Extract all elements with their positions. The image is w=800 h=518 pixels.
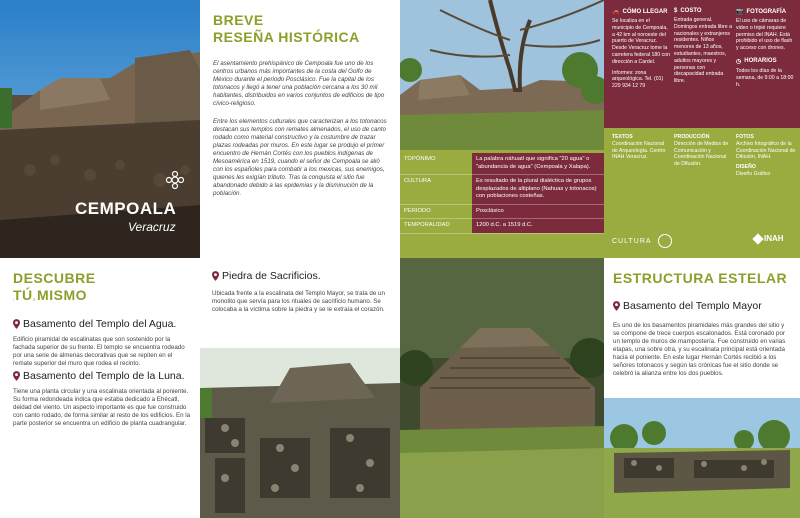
- location-title: CÓMO LLEGAR: [622, 8, 668, 15]
- ruins-photo: [200, 348, 400, 518]
- discover-item-1-title: [13, 318, 176, 330]
- info-value: 1200 d.C. a 1519 d.C.: [472, 219, 604, 234]
- photo-title: FOTOGRAFÍA: [746, 8, 787, 15]
- location-pin-icon: [13, 371, 20, 381]
- credit-text: Coordinación Nacional de Arqueología. Centro INAH Veracruz.: [612, 140, 666, 161]
- visitor-panel: [604, 0, 800, 128]
- discover-item-1-label: Basamento del Templo del Agua.: [23, 318, 177, 330]
- credit-title: PRODUCCIÓN: [674, 134, 710, 140]
- cost-text: Entrada general. Domingos entrada libre a nacionales y extranjeros residentes. Niños menores de 13 años, estudiantes, maestros, adultos mayores y personas con discapacidad entrada libre.: [674, 17, 732, 85]
- cover-subtitle: Veracruz: [128, 220, 176, 234]
- info-row-cultura: [400, 175, 604, 205]
- credit-text: Archivo fotográfico de la Coordinación Nacional de Difusión, INAH.: [736, 140, 796, 161]
- dollar-icon: $: [674, 8, 678, 14]
- photo-text: El uso de cámaras de video o tripié requiere permiso del INAH. Está prohibido el uso de flash y acceso con drones.: [736, 18, 793, 52]
- cost-block: [674, 8, 732, 85]
- credits-produccion: [674, 134, 732, 168]
- history-heading-line1: BREVE: [213, 12, 264, 28]
- discover-item-2-label: Basamento del Templo de la Luna.: [23, 370, 185, 382]
- location-text: Se localiza en el municipio de Cempoala, a 42 km al noroeste del puerto de Veracruz. Desde Veracruz tome la carretera federal 180 con dirección a Cardel.: [612, 18, 670, 65]
- plaza-photo: [604, 398, 800, 518]
- info-value: Es resultado de la plural dialéctica de grupos desplazados de altiplano (Nahuas y totonacos) con poblaciones costeñas.: [472, 175, 604, 205]
- credit-title: TEXTOS: [612, 134, 633, 140]
- info-label: CULTURA: [400, 175, 472, 205]
- cover-title: CEMPOALA: [75, 199, 177, 218]
- clock-icon: ◷: [736, 58, 742, 65]
- car-icon: 🚗: [612, 9, 620, 15]
- info-row-toponimo: [400, 153, 604, 175]
- discover-heading-line2: TÚ MISMO: [13, 287, 87, 303]
- photo-block: [736, 8, 796, 88]
- history-paragraph-2: Entre los elementos culturales que caracterizan a los totonacos destacan sus templos con remates almenados, el uso de canto rodado como material constructivo y la costumbre de trazar plazas rodeadas por muros. En este lugar se produjo el primer encuentro de Hernán Cortés con los pueblos indígenas de Mesoamérica en 1519, cuando el señor de Cempoala se alió con los españoles para combatir a los mexicas, sus enemigos, quienes les exigían tributo. Tras la conquista el sitio fue abandonado debido a las epidemias y la disminución de la población.: [213, 118, 387, 197]
- sacrificios-text: Ubicada frente a la escalinata del Templo Mayor, se trata de un monolito que servía para los rituales de sacrificio humano. Se colocaba a la víctima sobre la piedra y se le extraía el corazón.: [212, 290, 385, 313]
- sacrificios-label: Piedra de Sacrificios.: [222, 270, 321, 282]
- info-table-panel: [400, 150, 604, 258]
- inah-logo-text: INAH: [764, 234, 784, 243]
- inah-logo: [754, 234, 784, 243]
- info-label: TEMPORALIDAD: [400, 219, 472, 234]
- discover-heading-line1: DESCUBRE: [13, 270, 96, 286]
- info-label: PERIODO: [400, 204, 472, 219]
- location-block: [612, 8, 670, 90]
- discover-item-2-text: Tiene una planta circular y una escalinata orientada al poniente. Su forma redondeada indica que estaba dedicado a Ehécatl, deidad del viento. Un aspecto importante es que fue construido con canto rodado, de forma similar al resto de los edificios. En la parte posterior se encuentra un edificio de planta cuadrangular.: [13, 388, 191, 427]
- contact-text: Informes: zona arqueológica. Tel. (01) 229 934 12 79: [612, 69, 664, 90]
- cover-logo-icon: [165, 170, 185, 190]
- estructura-heading: ESTRUCTURA ESTELAR: [613, 270, 788, 286]
- estructura-text: Es uno de los basamentos piramidales más grandes del sitio y se compone de trece cuerpos escalonados. Está coronado por un templo de muros de mampostería. Fue construido en varias etapas, una sobre otra, y su escalinata principal está orientada hacia el poniente. En este lugar Hernán Cortés recibió a los señores totonacos y según las crónicas fue el sitio donde se celebró la alianza entre los dos pueblos.: [613, 322, 786, 377]
- design-label: DISEÑO: [736, 164, 756, 171]
- info-label: TOPÓNIMO: [400, 153, 472, 175]
- cost-title: COSTO: [680, 8, 702, 14]
- design-text: Diseño Gráfico: [736, 170, 771, 177]
- camera-icon: 📷: [736, 9, 744, 15]
- info-value: Posclásico: [472, 204, 604, 219]
- location-pin-icon: [13, 319, 20, 329]
- info-row-temporalidad: [400, 219, 604, 234]
- seal-icon: [658, 234, 672, 248]
- credits-fotos: [736, 134, 796, 178]
- discover-item-2-title: [13, 370, 185, 382]
- history-heading: [213, 12, 360, 46]
- sacrificios-title: [212, 270, 321, 282]
- hours-text: Todos los días de la semana, de 9:00 a 18:00 h.: [736, 67, 794, 88]
- templo-mayor-photo: [400, 258, 604, 518]
- location-pin-icon: [212, 271, 219, 281]
- credits-textos: [612, 134, 670, 161]
- cultura-logo: [612, 234, 672, 248]
- cultura-logo-text: CULTURA: [612, 237, 652, 245]
- credit-text: Dirección de Medios de Comunicación y Coordinación Nacional de Difusión.: [674, 140, 729, 168]
- discover-item-1-text: Edificio piramidal de escalinatas que son sostenido por la fachada superior de su frente. El templo se encuentra rodeado por una serie de almenas decorativas que se repiten en el remate superior del muro que rodea el recinto.: [13, 336, 185, 367]
- location-pin-icon: [613, 301, 620, 311]
- history-paragraph-1: El asentamiento prehispánico de Cempoala fue uno de los centros urbanos más importantes de la costa del Golfo de México durante el periodo Posclásico. Fue la capital de los totonacos y llegó a tener una población cercana a los 30 mil habitantes, distribuidos en varios conjuntos de edificios de tipo cívico-religioso.: [213, 60, 385, 107]
- estructura-label: Basamento del Templo Mayor: [623, 300, 762, 312]
- info-value: La palabra náhuatl que significa "20 agua" o "abundancia de agua" (Cempoala y Xalapa).: [472, 153, 604, 175]
- inah-icon: [752, 233, 763, 244]
- discover-heading: [13, 270, 96, 304]
- estructura-title: [613, 300, 762, 312]
- history-heading-line2: RESEÑA HISTÓRICA: [213, 29, 360, 45]
- credits-panel: [604, 128, 800, 258]
- info-row-periodo: [400, 204, 604, 219]
- hours-title: HORARIOS: [744, 58, 777, 65]
- credit-title: FOTOS: [736, 134, 754, 140]
- tree-photo: [400, 0, 604, 150]
